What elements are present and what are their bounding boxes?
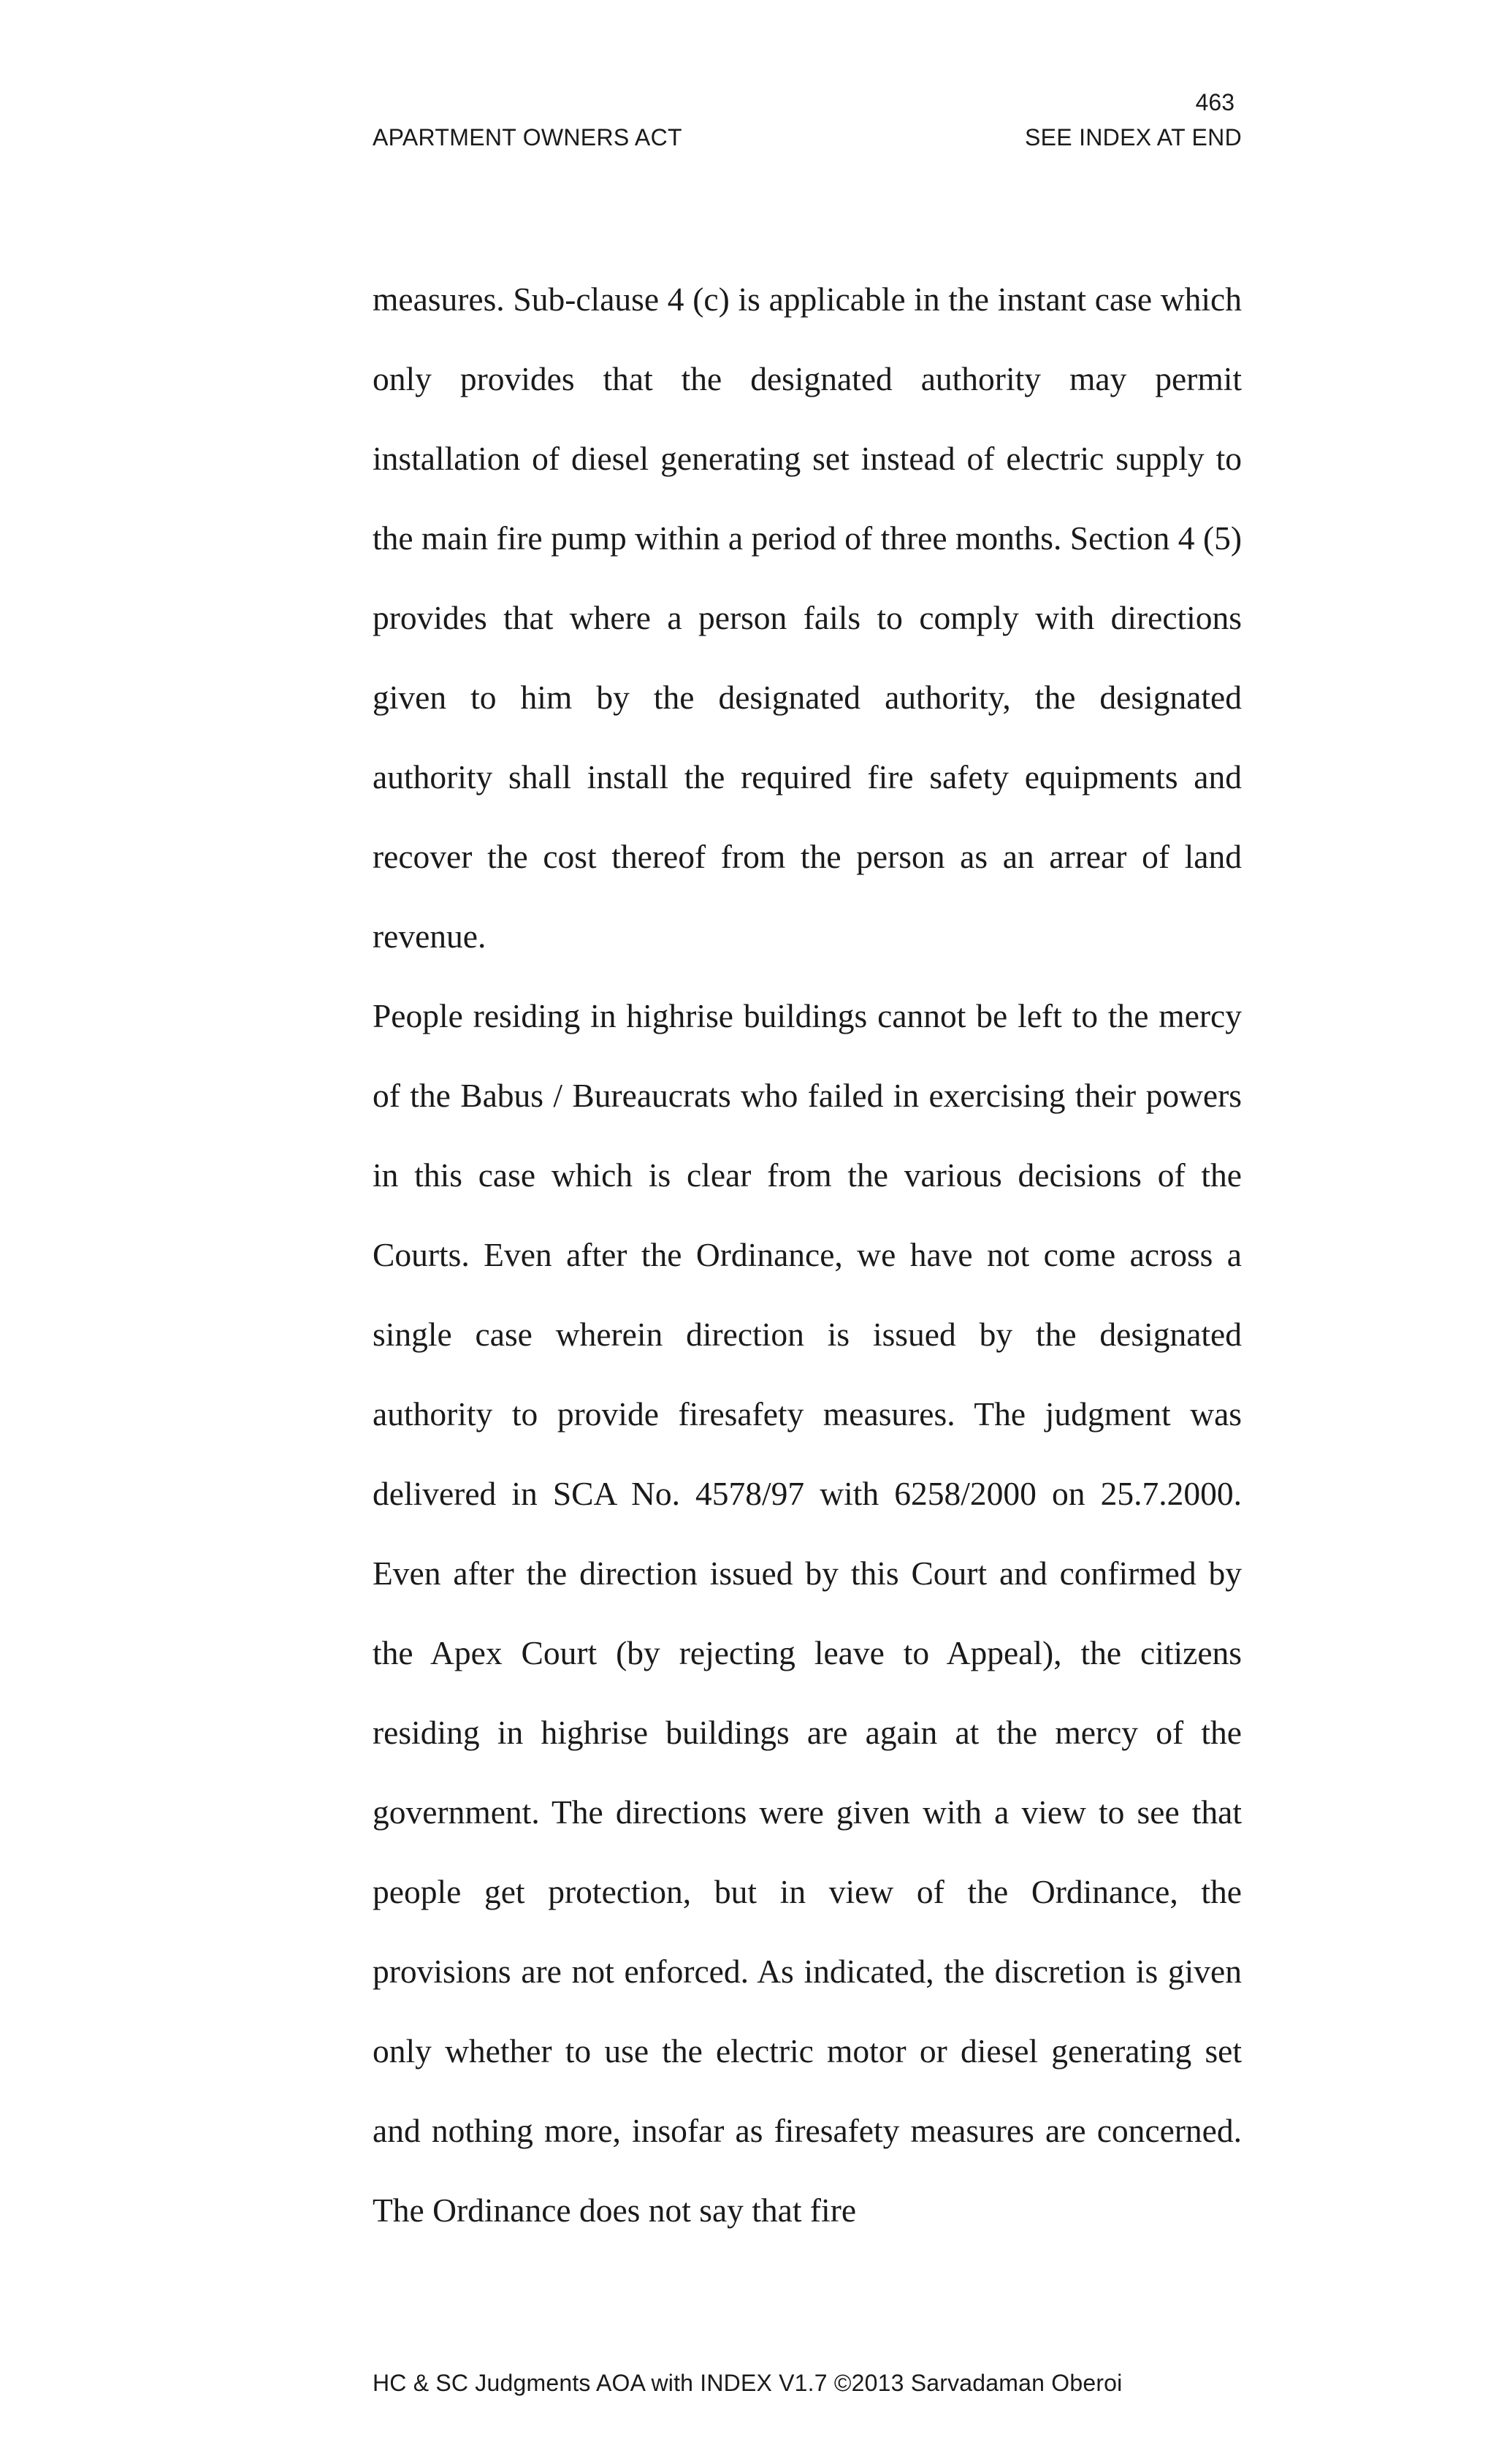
- paragraph-1: measures. Sub-clause 4 (c) is applicable in the instant case which only provides that the designated authority may permit installation of diesel generating set instead of electric supply to the main fire pump within a period of three months. Section 4 (5) provides that where a person fails to comply with directions given to him by the designated authority, the designated authority shall install the required fire safety equipments and recover the cost thereof from the person as an arrear of land revenue.: [373, 281, 1242, 955]
- page-number: 463: [1195, 89, 1234, 115]
- header-title: APARTMENT OWNERS ACT: [373, 124, 682, 150]
- running-header: [373, 123, 1242, 152]
- paragraph-2: People residing in highrise buildings cannot be left to the mercy of the Babus / Bureaucrats who failed in exercising their powers in this case which is clear from the various decisions of the Courts. Even after the Ordinance, we have not come across a single case wherein direction is issued by the designated authority to provide firesafety measures. The judgment was delivered in SCA No. 4578/97 with 6258/2000 on 25.7.2000. Even after the direction issued by this Court and confirmed by the Apex Court (by rejecting leave to Appeal), the citizens residing in highrise buildings are again at the mercy of the government. The directions were given with a view to see that people get protection, but in view of the Ordinance, the provisions are not enforced. As indicated, the discretion is given only whether to use the electric motor or diesel generating set and nothing more, insofar as firesafety measures are concerned. The Ordinance does not say that fire: [373, 997, 1242, 2229]
- header-index-note: SEE INDEX AT END: [1024, 124, 1242, 150]
- document-body: [373, 259, 1242, 2250]
- page-footer: HC & SC Judgments AOA with INDEX V1.7 ©2013 Sarvadaman Oberoi: [373, 2370, 1123, 2396]
